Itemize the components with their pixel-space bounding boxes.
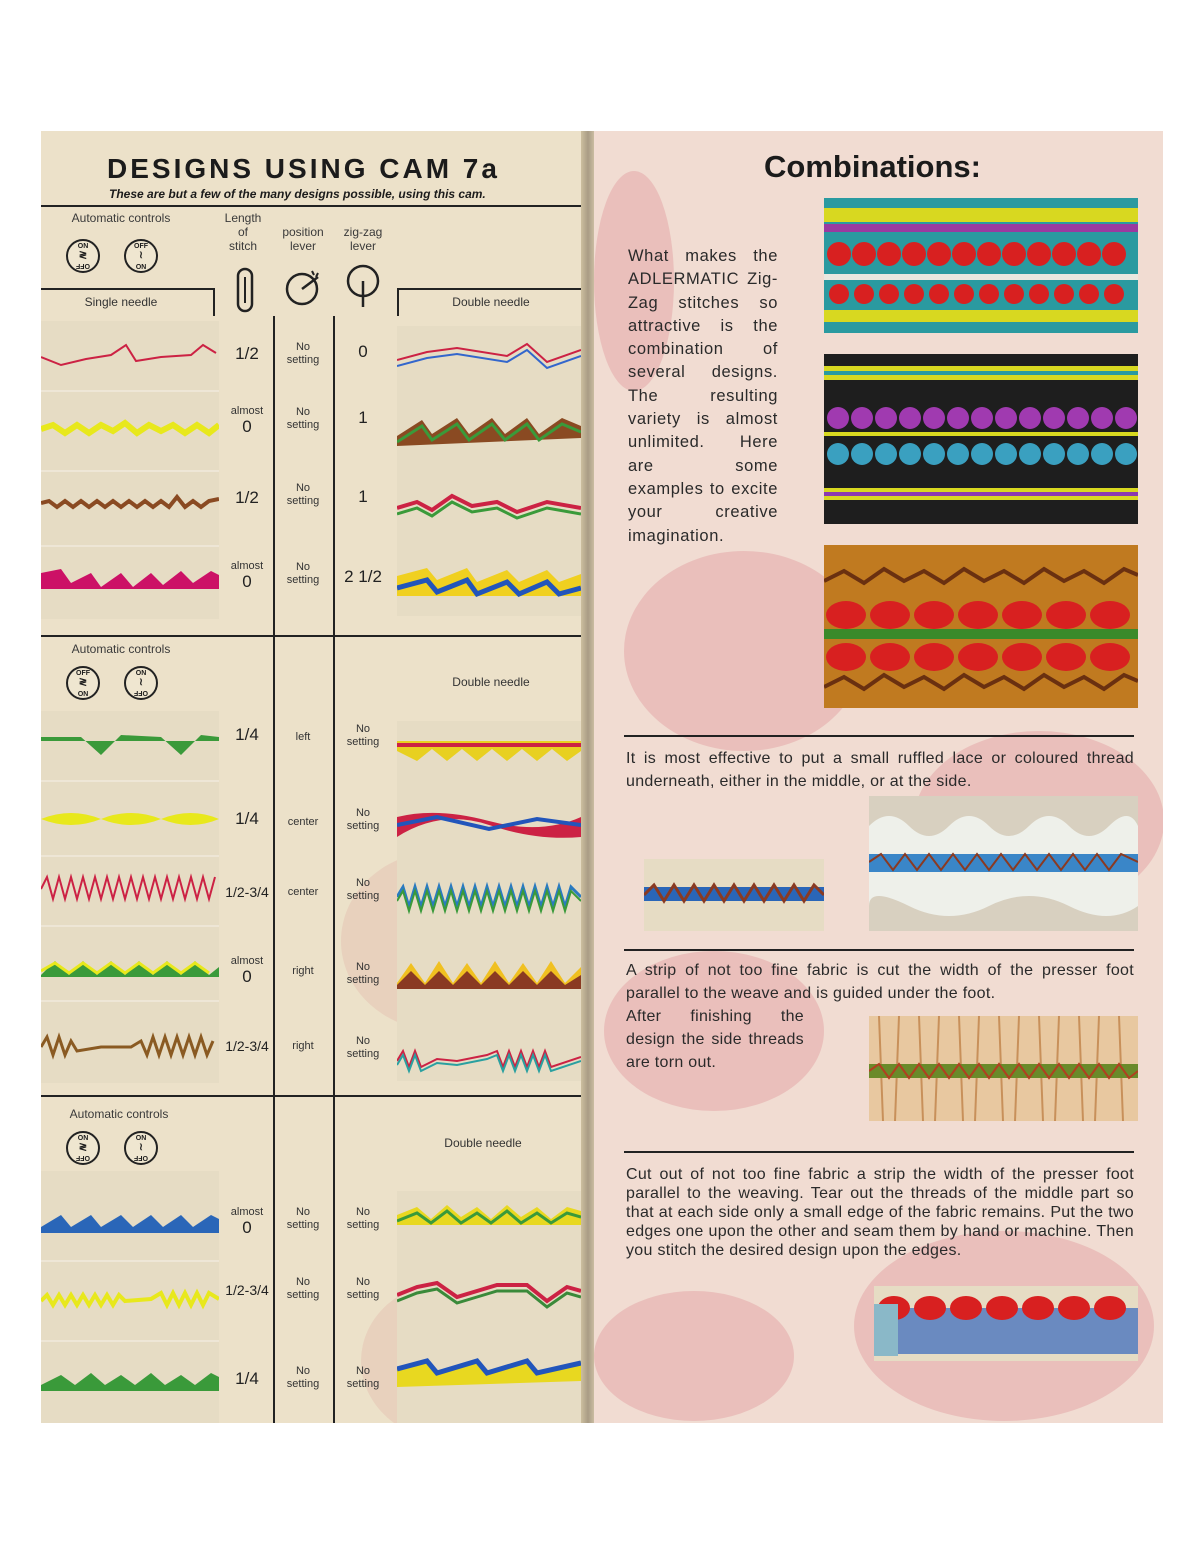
s3-double-needle-label: Double needle <box>444 1136 522 1150</box>
s1-row2-zigzag: 1 <box>358 408 368 427</box>
page-title: DESIGNS USING CAM 7a <box>107 153 500 184</box>
s2-row1-position: left <box>295 731 311 743</box>
s2-row2-position: center <box>287 816 319 828</box>
single-needle-swatch-1 <box>41 321 219 619</box>
right-page <box>594 131 1163 1423</box>
column-divider-2 <box>333 316 335 1423</box>
section-rule-3 <box>624 1151 1134 1153</box>
left-page <box>41 131 585 1423</box>
s3-row1-length: almost 0 <box>230 1206 264 1237</box>
s1-row2-length: almost 0 <box>230 405 264 436</box>
s1-row4-zigzag: 2 1/2 <box>344 567 382 586</box>
intro-text: What makes the ADLERMATIC Zig-Zag stitches so attractive is the combination of several designs. The resulting variety is almost unlimited. Here are some examples to excite your creative imagination. <box>628 247 778 545</box>
s3-row3-zigzag: No setting <box>346 1365 380 1390</box>
zigzag-lever-label: zig-zag lever <box>343 225 383 253</box>
s2-double-needle-label: Double needle <box>452 675 530 689</box>
s2-row5-position: right <box>292 1040 314 1052</box>
double-needle-swatch-1 <box>397 326 581 616</box>
s3-automatic-controls-label: Automatic controls <box>69 1107 169 1121</box>
s3-auto-knob-on-1: ON ≷ OFF <box>66 1131 100 1165</box>
s2-row4-zigzag: No setting <box>346 961 380 986</box>
s3-auto-knob-on-2: ON ≀ OFF <box>124 1131 158 1165</box>
s1-row4-position: No setting <box>286 561 320 586</box>
seamed-edge-photo <box>874 1286 1138 1361</box>
s2-row4-position: right <box>292 965 314 977</box>
combination-photo-3 <box>824 545 1138 708</box>
fringe-photo <box>869 1016 1138 1121</box>
auto-control-knob-off: OFF ≀ NO <box>124 239 158 273</box>
s2-row2-length: 1/4 <box>235 809 259 828</box>
s1-row3-zigzag: 1 <box>358 487 368 506</box>
s2-auto-knob-off: OFF ≷ NO <box>66 666 100 700</box>
combination-photo-1 <box>824 198 1138 333</box>
single-needle-label: Single needle <box>84 295 158 309</box>
single-needle-rule <box>41 288 214 290</box>
s1-row3-position: No setting <box>286 482 320 507</box>
double-needle-swatch-3 <box>397 1191 581 1423</box>
s1-row4-length: almost 0 <box>230 560 264 591</box>
s2-row1-zigzag: No setting <box>346 723 380 748</box>
edge-seam-text: Cut out of not too fine fabric a strip the width of the presser foot parallel to the weaving. Tear out the threads of the middle part so that at each side only a small edge of the fabric remains. Put the two edges one upon the other and seam them by hand or machine. Then you stitch the desired design upon the edges. <box>626 1166 1134 1259</box>
s3-row3-length: 1/4 <box>235 1369 259 1388</box>
side-threads-text: After finishing the design the side threads are torn out. <box>626 1008 804 1071</box>
ruffled-lace-text: It is most effective to put a small ruffled lace or coloured thread underneath, either in the middle, or at the side. <box>626 750 1134 790</box>
s3-row2-zigzag: No setting <box>346 1276 380 1301</box>
header-top-rule <box>41 205 581 207</box>
page-gutter <box>581 131 595 1423</box>
length-of-stitch-label: Length of stitch <box>224 211 262 253</box>
s2-row3-position: center <box>287 886 319 898</box>
automatic-controls-label: Automatic controls <box>71 211 171 225</box>
s1-row3-length: 1/2 <box>235 488 259 507</box>
combination-photo-2 <box>824 354 1138 524</box>
fabric-strip-text: A strip of not too fine fabric is cut the width of the presser foot parallel to the weave and is guided under the foot. <box>626 962 1134 1002</box>
stitch-length-lever-icon <box>234 267 256 313</box>
section-rule-1 <box>624 735 1134 737</box>
double-needle-swatch-2 <box>397 721 581 1081</box>
single-needle-swatch-2 <box>41 711 219 1083</box>
s1-row1-length: 1/2 <box>235 344 259 363</box>
s2-row5-length: 1/2-3/4 <box>225 1038 269 1054</box>
combinations-title: Combinations: <box>764 149 981 184</box>
s2-row4-length: almost 0 <box>230 955 264 986</box>
s1-row1-position: No setting <box>286 341 320 366</box>
s2-row3-length: 1/2-3/4 <box>225 884 269 900</box>
s3-row1-zigzag: No setting <box>346 1206 380 1231</box>
double-needle-rule <box>397 288 581 290</box>
position-lever-label: position lever <box>282 225 324 253</box>
s2-automatic-controls-label: Automatic controls <box>71 642 171 656</box>
auto-control-knob-on: ON ≷ OFF <box>66 239 100 273</box>
s2-auto-knob-on: ON ≀ OFF <box>124 666 158 700</box>
double-needle-label: Double needle <box>452 295 530 309</box>
s3-row2-length: 1/2-3/4 <box>225 1282 269 1298</box>
zigzag-lever-icon <box>343 263 383 309</box>
s2-row2-zigzag: No setting <box>346 807 380 832</box>
s3-row2-position: No setting <box>286 1276 320 1301</box>
s1-row1-zigzag: 0 <box>358 342 368 361</box>
s3-row1-position: No setting <box>286 1206 320 1231</box>
s3-row3-position: No setting <box>286 1365 320 1390</box>
s1-row2-position: No setting <box>286 406 320 431</box>
section1-bottom-rule <box>41 635 581 637</box>
section2-bottom-rule <box>41 1095 581 1097</box>
s2-row5-zigzag: No setting <box>346 1035 380 1060</box>
section-rule-2 <box>624 949 1134 951</box>
s2-row3-zigzag: No setting <box>346 877 380 902</box>
single-needle-swatch-3 <box>41 1171 219 1423</box>
ruffle-stitch-photo-small <box>644 859 824 931</box>
booklet-spread <box>41 131 1163 1423</box>
s2-row1-length: 1/4 <box>235 725 259 744</box>
page-subtitle: These are but a few of the many designs possible, using this cam. <box>109 187 486 201</box>
ruffle-lace-photo <box>869 796 1138 931</box>
position-lever-icon <box>284 267 324 307</box>
